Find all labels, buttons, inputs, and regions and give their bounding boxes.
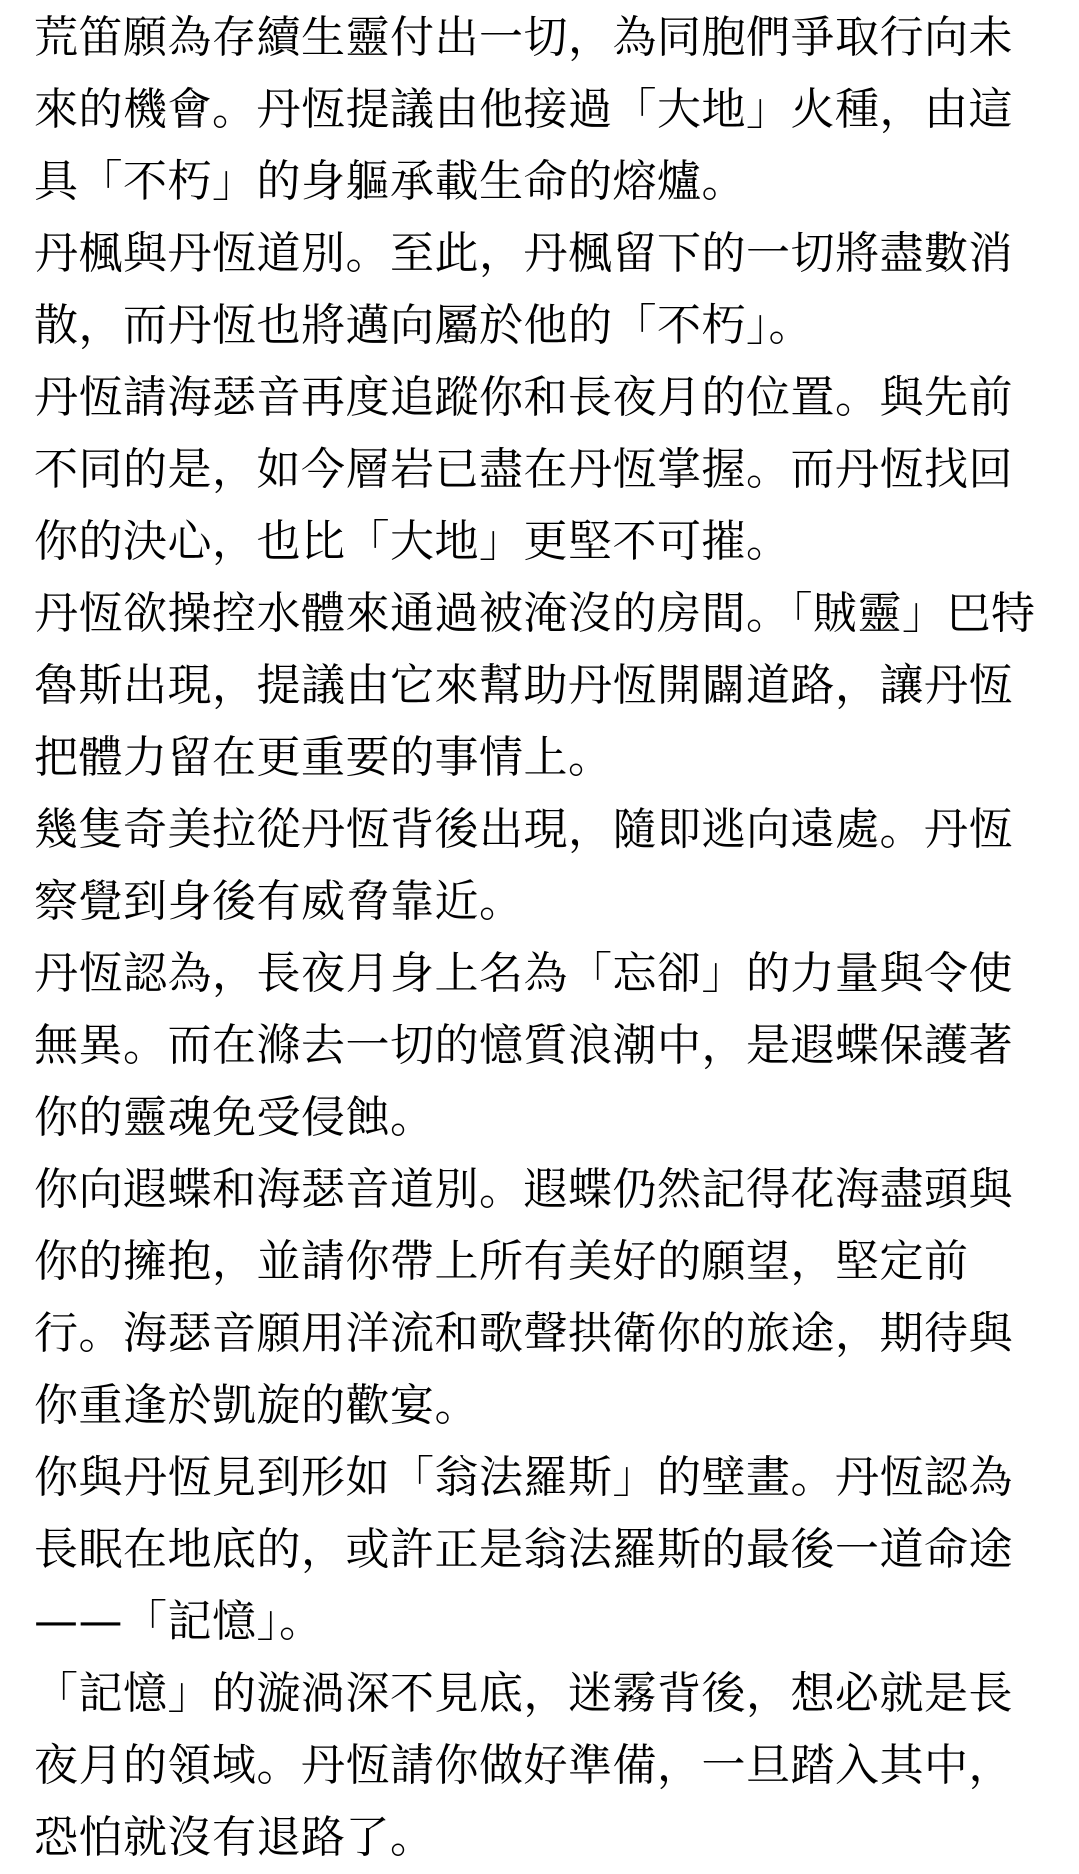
paragraph-7: 你向遐蝶和海瑟音道別。遐蝶仍然記得花海盡頭與你的擁抱，並請你帶上所有美好的願望，堅定前行。海瑟音願用洋流和歌聲拱衛你的旅途，期待與你重逢於凱旋的歡宴。 (34, 1164, 1013, 1431)
paragraph-3: 丹恆請海瑟音再度追蹤你和長夜月的位置。與先前不同的是，如今層岩已盡在丹恆掌握。而丹恆找回你的決心，也比「大地」更堅不可摧。 (34, 372, 1013, 567)
paragraph-1: 荒笛願為存續生靈付出一切，為同胞們爭取行向未來的機會。丹恆提議由他接過「大地」火種，由這具「不朽」的身軀承載生命的熔爐。 (34, 12, 1013, 207)
paragraph-8: 你與丹恆見到形如「翁法羅斯」的壁畫。丹恆認為長眠在地底的，或許正是翁法羅斯的最後一道命途——「記憶」。 (34, 1452, 1013, 1647)
paragraph-5: 幾隻奇美拉從丹恆背後出現，隨即逃向遠處。丹恆察覺到身後有威脅靠近。 (34, 804, 1013, 927)
paragraph-4: 丹恆欲操控水體來通過被淹沒的房間。「賊靈」巴特魯斯出現，提議由它來幫助丹恆開闢道路，讓丹恆把體力留在更重要的事情上。 (34, 588, 1036, 783)
paragraph-6: 丹恆認為，長夜月身上名為「忘卻」的力量與令使無異。而在滌去一切的憶質浪潮中，是遐蝶保護著你的靈魂免受侵蝕。 (34, 948, 1013, 1143)
paragraph-9: 「記憶」的漩渦深不見底，迷霧背後，想必就是長夜月的領域。丹恆請你做好準備，一旦踏入其中，恐怕就沒有退路了。 (34, 1668, 1013, 1863)
paragraph-2: 丹楓與丹恆道別。至此，丹楓留下的一切將盡數消散，而丹恆也將邁向屬於他的「不朽」。 (34, 228, 1013, 351)
